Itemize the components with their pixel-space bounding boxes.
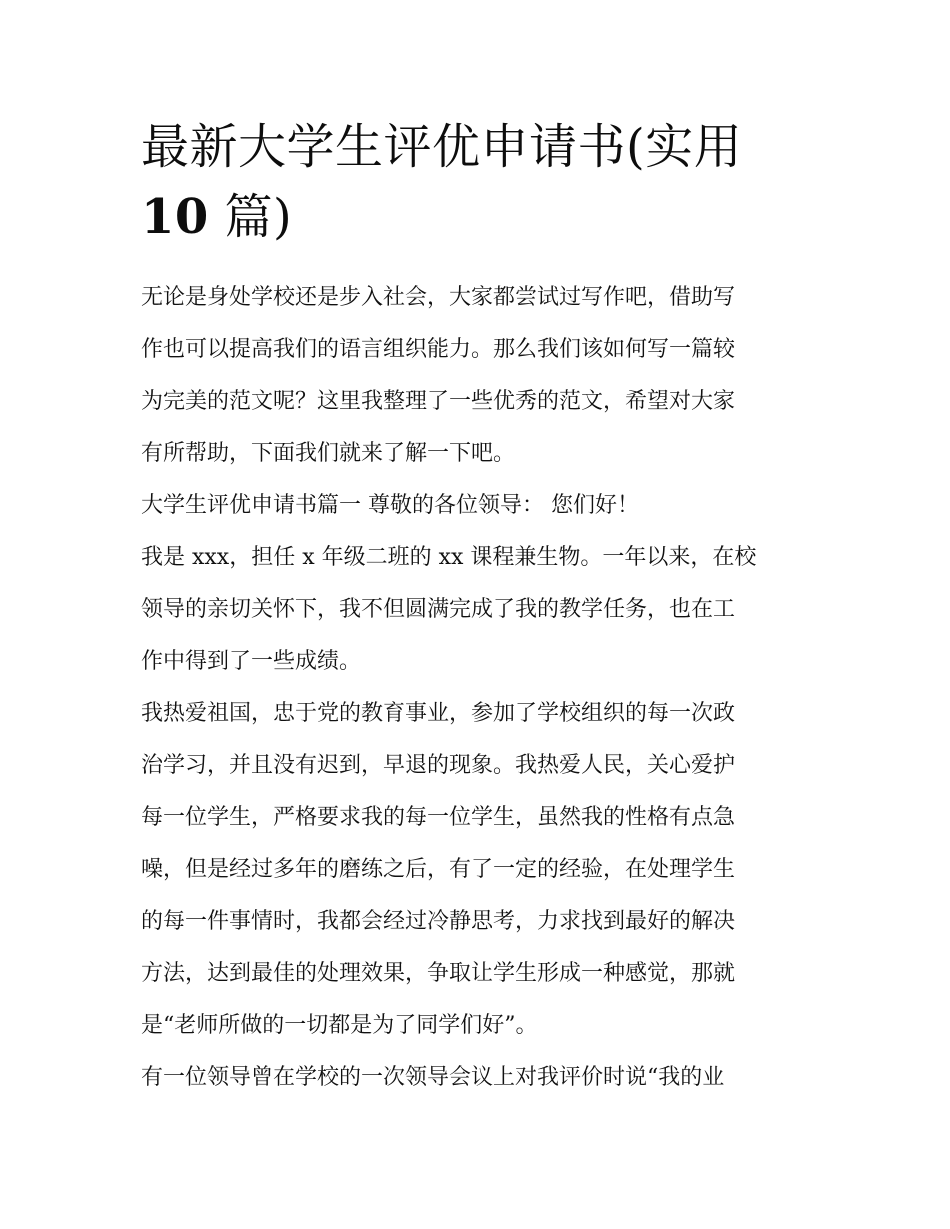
- body-line: 作也可以提高我们的语言组织能力。那么我们该如何写一篇较: [141, 337, 736, 362]
- body-line: 无论是身处学校还是步入社会，大家都尝试过写作吧，借助写: [141, 285, 736, 310]
- title-number: 10: [141, 189, 209, 245]
- body-line: 我是 xxx，担任 x 年级二班的 xx 课程兼生物。一年以来，在校: [141, 545, 757, 570]
- body-line: 的每一件事情时，我都会经过冷静思考，力求找到最好的解决: [141, 909, 736, 934]
- document-content: [141, 112, 813, 1104]
- body-line: 有所帮助，下面我们就来了解一下吧。: [141, 441, 516, 466]
- body-line: 有一位领导曾在学校的一次领导会议上对我评价时说“我的业: [141, 1065, 725, 1090]
- body-line: 方法，达到最佳的处理效果，争取让学生形成一种感觉，那就: [141, 961, 736, 986]
- title-suffix: 篇): [208, 189, 293, 245]
- body-line: 我热爱祖国，忠于党的教育事业，参加了学校组织的每一次政: [141, 701, 736, 726]
- body-line: 为完美的范文呢？这里我整理了一些优秀的范文，希望对大家: [141, 389, 736, 414]
- section-heading: 大学生评优申请书篇一 尊敬的各位领导： 您们好！: [141, 493, 639, 518]
- title-line-2: [141, 182, 813, 252]
- body-line: 作中得到了一些成绩。: [141, 649, 362, 674]
- body-line: 治学习，并且没有迟到，早退的现象。我热爱人民，关心爱护: [141, 753, 736, 778]
- body-line: 是“老师所做的一切都是为了同学们好”。: [141, 1013, 538, 1038]
- document-title: [141, 112, 813, 252]
- body-line: 噪，但是经过多年的磨练之后，有了一定的经验，在处理学生: [141, 857, 736, 882]
- body-line: 每一位学生，严格要求我的每一位学生，虽然我的性格有点急: [141, 805, 736, 830]
- title-line-1: 最新大学生评优申请书(实用: [141, 119, 743, 175]
- body-line: 领导的亲切关怀下，我不但圆满完成了我的教学任务，也在工: [141, 597, 736, 622]
- document-body: [141, 272, 813, 1104]
